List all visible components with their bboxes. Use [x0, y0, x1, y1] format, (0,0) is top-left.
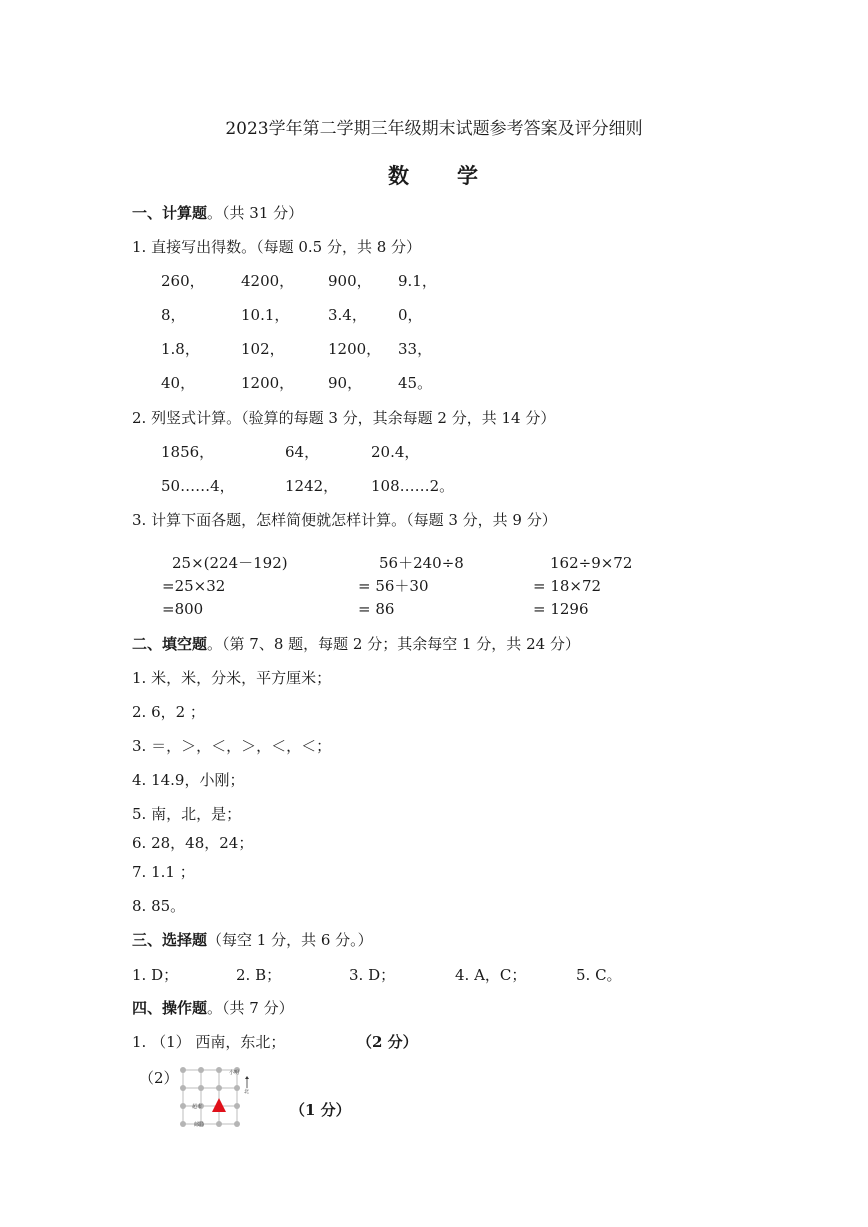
fill-answer-6: 6. 28，48，24；	[132, 834, 254, 852]
q2-r2-c2: 1242，	[285, 477, 339, 495]
choice-answer-4: 4. A，C；	[455, 966, 527, 984]
choice-answer-2: 2. B；	[236, 966, 282, 984]
q3-c-line1: 162÷9×72	[550, 554, 633, 572]
q1-r4-c4: 45。	[398, 374, 433, 392]
position-marker-icon	[212, 1098, 226, 1112]
q1-r3-c1: 1.8，	[161, 340, 200, 358]
section-2-title: 二、填空题	[132, 635, 208, 653]
q1-r3-c4: 33，	[398, 340, 433, 358]
q1-r4-c3: 90，	[328, 374, 363, 392]
section-4-note: 。（共 7 分）	[207, 999, 294, 1017]
operation-q1-answer: 1. （1） 西南，东北；	[132, 1033, 286, 1051]
section-4-heading	[132, 1001, 294, 1016]
operation-q2-label: （2）	[139, 1069, 179, 1087]
section-1-title: 一、计算题	[132, 204, 208, 222]
map-grid-dots	[180, 1067, 240, 1127]
fill-answer-3: 3. ＝，＞，＜，＞，＜，＜；	[132, 737, 332, 755]
fill-answer-7: 7. 1.1 ；	[132, 863, 195, 881]
q3-c-line2: = 18×72	[533, 577, 602, 595]
section-4-title: 四、操作题	[132, 999, 208, 1017]
position-map-figure	[172, 1064, 254, 1132]
fill-answer-8: 8. 85。	[132, 897, 186, 915]
section-3-title: 三、选择题	[132, 931, 208, 949]
q1-r2-c3: 3.4，	[328, 306, 367, 324]
map-label-center: 超市	[192, 1104, 203, 1110]
q3-b-line3: = 86	[358, 600, 395, 618]
fill-answer-5: 5. 南，北，是；	[132, 805, 242, 823]
q1-r2-c1: 8，	[161, 306, 186, 324]
page-title: 2023学年第二学期三年级期末试题参考答案及评分细则	[225, 119, 643, 139]
q1-r4-c2: 1200，	[241, 374, 295, 392]
q3-c-line3: = 1296	[533, 600, 589, 618]
q3-a-line1: 25×(224－192)	[172, 554, 288, 572]
q3-a-line3: =800	[162, 600, 204, 618]
choice-answer-5: 5. C。	[576, 966, 622, 984]
q2-r1-c2: 64，	[285, 443, 320, 461]
subject-heading: 数 学	[388, 163, 480, 188]
section-3-heading	[132, 933, 373, 948]
q1-r1-c1: 260，	[161, 272, 205, 290]
q1-r4-c1: 40，	[161, 374, 196, 392]
q1-r1-c3: 900，	[328, 272, 372, 290]
section-2-heading	[132, 637, 580, 652]
q2-r1-c3: 20.4，	[371, 443, 420, 461]
q3-a-line2: =25×32	[162, 577, 226, 595]
q1-r1-c4: 9.1，	[398, 272, 437, 290]
operation-q2-score: （1 分）	[290, 1101, 351, 1119]
q1-r2-c4: 0，	[398, 306, 423, 324]
operation-q1-score: （2 分）	[357, 1033, 418, 1051]
section-1-note: 。（共 31 分）	[207, 204, 304, 222]
q2-r1-c1: 1856，	[161, 443, 215, 461]
q2-r2-c1: 50……4，	[161, 477, 235, 495]
choice-answer-3: 3. D；	[349, 966, 396, 984]
section-2-note: 。（第 7、8 题，每题 2 分；其余每空 1 分，共 24 分）	[207, 635, 580, 653]
choice-answer-1: 1. D；	[132, 966, 179, 984]
section-1-heading	[132, 206, 303, 221]
q3-b-line2: = 56＋30	[358, 577, 429, 595]
q1-r1-c2: 4200，	[241, 272, 295, 290]
map-label-nw: 小明	[229, 1070, 240, 1076]
q3-b-line1: 56＋240÷8	[379, 554, 464, 572]
q1-r3-c2: 102，	[241, 340, 285, 358]
question-2-label: 2. 列竖式计算。（验算的每题 3 分，其余每题 2 分，共 14 分）	[132, 409, 556, 427]
section-3-note: （每空 1 分，共 6 分。）	[207, 931, 373, 949]
q1-r3-c3: 1200，	[328, 340, 382, 358]
question-3-label: 3. 计算下面各题，怎样简便就怎样计算。（每题 3 分，共 9 分）	[132, 511, 557, 529]
q2-r2-c3: 108……2。	[371, 477, 455, 495]
fill-answer-2: 2. 6，2 ；	[132, 703, 205, 721]
north-arrow-head-icon	[245, 1076, 249, 1079]
fill-answer-4: 4. 14.9，小刚；	[132, 771, 245, 789]
fill-answer-1: 1. 米，米，分米，平方厘米；	[132, 669, 332, 687]
q1-r2-c2: 10.1，	[241, 306, 290, 324]
map-label-south: 邮局	[194, 1122, 205, 1128]
map-grid-lines	[183, 1070, 240, 1124]
question-1-label: 1. 直接写出得数。（每题 0.5 分，共 8 分）	[132, 238, 422, 256]
map-label-north: 北	[244, 1089, 250, 1095]
